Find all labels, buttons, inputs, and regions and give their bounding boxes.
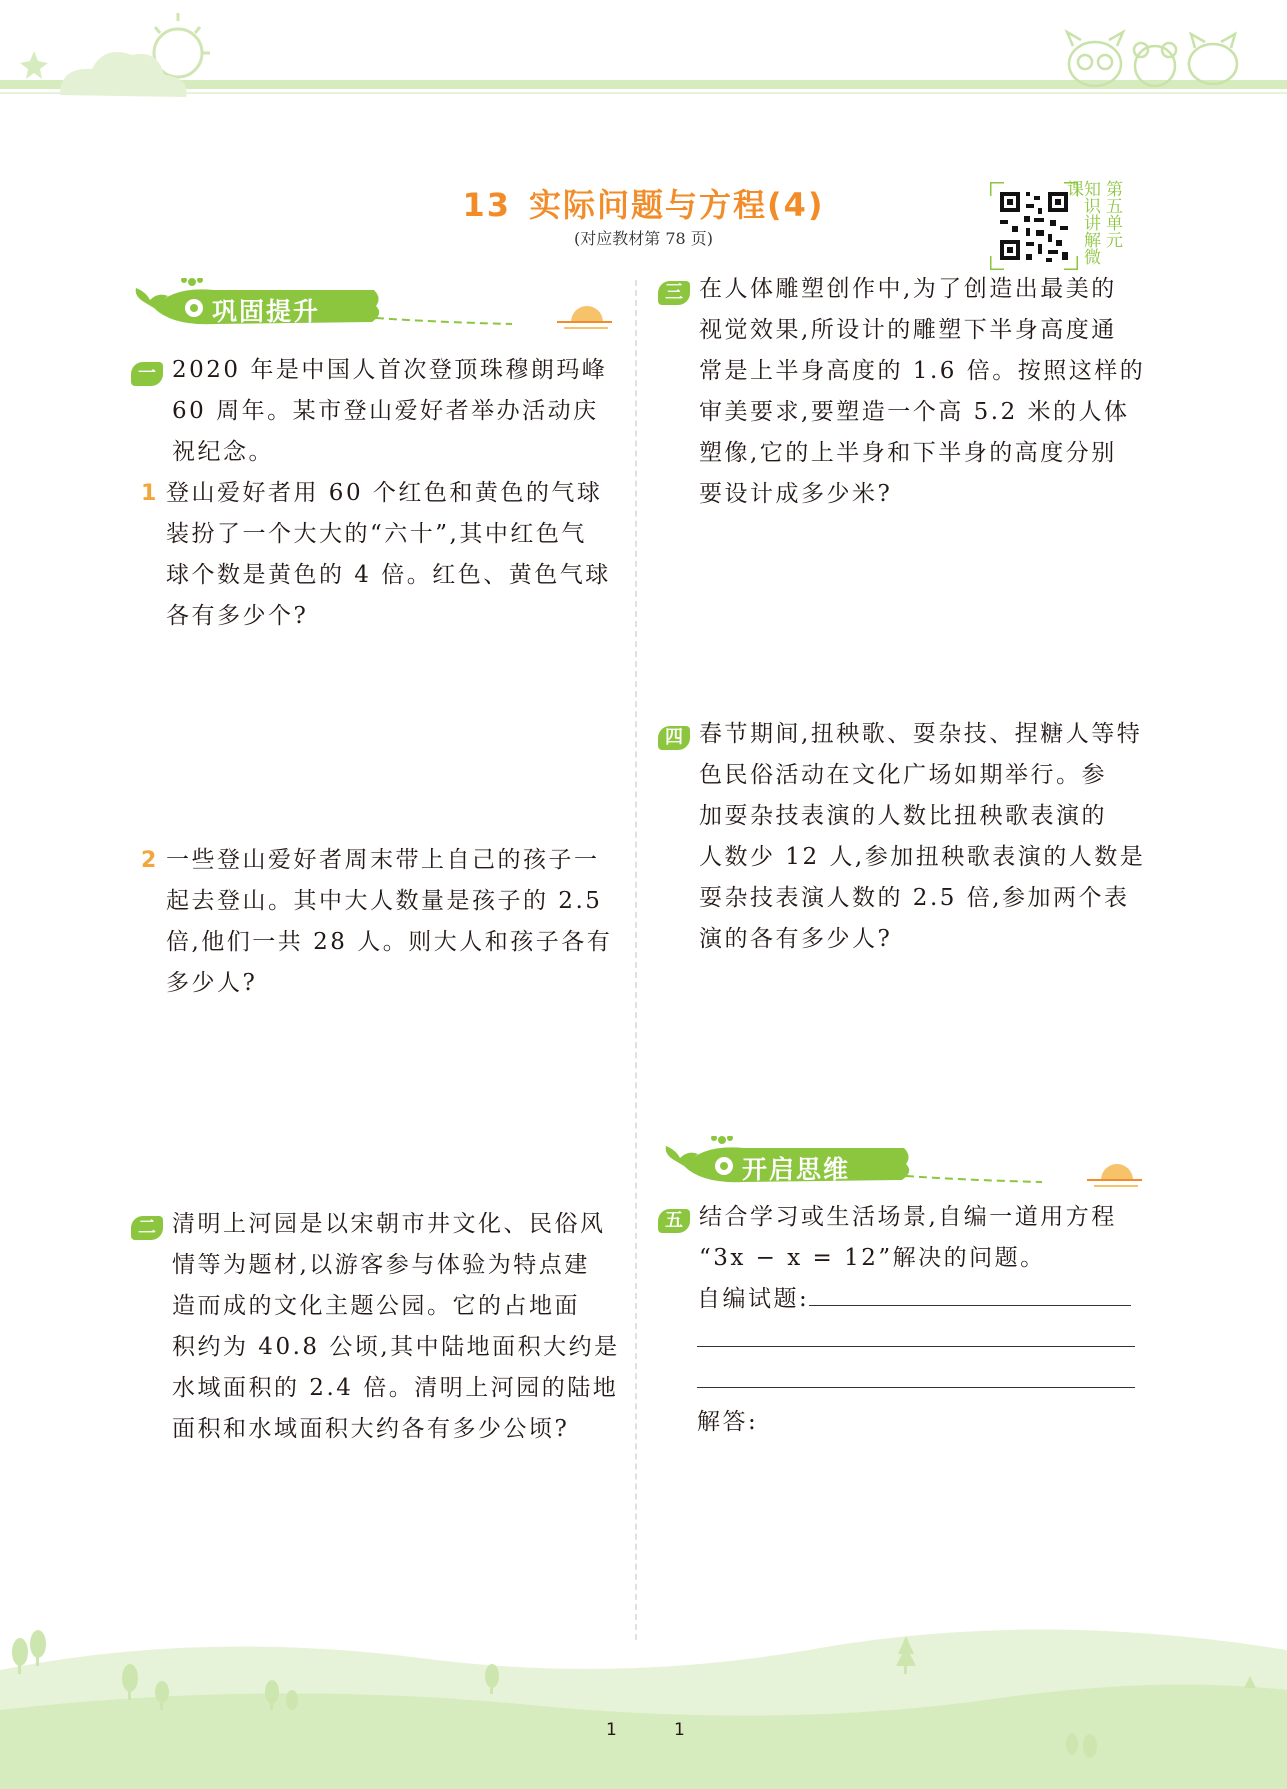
problem-line: 色民俗活动在文化广场如期举行。参 xyxy=(699,762,1107,788)
page-number-left: 1 xyxy=(606,1720,617,1740)
answer-blank-2[interactable] xyxy=(697,1346,1135,1347)
problem-line: 多少人? xyxy=(166,970,258,996)
problem-line: 耍杂技表演人数的 2.5 倍,参加两个表 xyxy=(699,885,1130,911)
problem-marker-1: 一 xyxy=(131,362,163,386)
problem-marker-2: 二 xyxy=(131,1216,163,1240)
problem-3-text xyxy=(699,269,1145,515)
problem-marker-3: 三 xyxy=(658,281,690,305)
qr-caption-micro-lesson: 知识讲解微课 xyxy=(1063,180,1100,265)
problem-4-text xyxy=(699,714,1145,960)
problem-line: 祝纪念。 xyxy=(172,439,274,465)
section-consolidate-title: 巩固提升 xyxy=(212,297,321,326)
subproblem-number-1: 1 xyxy=(141,481,157,506)
subproblem-1-text xyxy=(166,473,611,637)
answer-blank-3[interactable] xyxy=(697,1387,1135,1388)
problem-line: 塑像,它的上半身和下半身的高度分别 xyxy=(699,440,1117,466)
landscape-footer xyxy=(0,1580,1287,1789)
problem-line: 加耍杂技表演的人数比扭秧歌表演的 xyxy=(699,803,1107,829)
problem-line: 水域面积的 2.4 倍。清明上河园的陆地 xyxy=(172,1375,619,1401)
section-thinking-title: 开启思维 xyxy=(742,1155,851,1184)
section-thinking xyxy=(662,1140,1142,1184)
problem-2-text xyxy=(172,1204,620,1450)
animal-faces-decoration xyxy=(1055,22,1255,92)
answer-blank-1[interactable] xyxy=(809,1305,1131,1306)
subproblem-2-text xyxy=(166,840,612,1004)
lesson-title: 实际问题与方程(4) xyxy=(529,186,825,224)
qr-caption xyxy=(1063,180,1130,272)
problem-line: 装扮了一个大大的“六十”,其中红色气 xyxy=(166,521,587,547)
whale-icon xyxy=(662,1136,1142,1192)
problem-line: 倍,他们一共 28 人。则大人和孩子各有 xyxy=(166,929,613,955)
problem-line: 造而成的文化主题公园。它的占地面 xyxy=(172,1293,580,1319)
problem-marker-4: 四 xyxy=(658,726,690,750)
sun-cloud-decoration xyxy=(20,5,210,115)
problem-line: 情等为题材,以游客参与体验为特点建 xyxy=(172,1252,590,1278)
subproblem-number-2: 2 xyxy=(141,848,157,873)
problem-line: “3x − x = 12”解决的问题。 xyxy=(699,1245,1046,1271)
problem-line: 演的各有多少人? xyxy=(699,926,893,952)
self-made-label: 自编试题: xyxy=(697,1286,810,1312)
textbook-reference: (对应教材第 78 页) xyxy=(573,229,714,248)
problem-1-text xyxy=(172,350,607,473)
problem-line: 2020 年是中国人首次登顶珠穆朗玛峰 xyxy=(172,357,608,383)
problem-line: 常是上半身高度的 1.6 倍。按照这样的 xyxy=(699,358,1146,384)
problem-line: 要设计成多少米? xyxy=(699,481,893,507)
problem-line: 球个数是黄色的 4 倍。红色、黄色气球 xyxy=(166,562,611,588)
problem-line: 在人体雕塑创作中,为了创造出最美的 xyxy=(699,276,1117,302)
problem-line: 视觉效果,所设计的雕塑下半身高度通 xyxy=(699,317,1117,343)
problem-line: 60 周年。某市登山爱好者举办活动庆 xyxy=(172,398,599,424)
problem-marker-5: 五 xyxy=(658,1209,690,1233)
column-divider xyxy=(635,280,637,1640)
lesson-number: 13 xyxy=(462,186,511,224)
problem-line: 春节期间,扭秧歌、耍杂技、捏糖人等特 xyxy=(699,721,1143,747)
whale-icon xyxy=(132,278,612,334)
problem-line: 积约为 40.8 公顷,其中陆地面积大约是 xyxy=(172,1334,620,1360)
qr-caption-unit: 第五单元 xyxy=(1102,180,1122,248)
problem-line: 人数少 12 人,参加扭秧歌表演的人数是 xyxy=(699,844,1146,870)
page-number-right: 1 xyxy=(674,1720,685,1740)
section-consolidate xyxy=(132,282,612,326)
problem-line: 起去登山。其中大人数量是孩子的 2.5 xyxy=(166,888,603,914)
problem-line: 登山爱好者用 60 个红色和黄色的气球 xyxy=(166,480,603,506)
problem-line: 清明上河园是以宋朝市井文化、民俗风 xyxy=(172,1211,606,1237)
problem-5-text xyxy=(699,1197,1117,1279)
problem-line: 审美要求,要塑造一个高 5.2 米的人体 xyxy=(699,399,1130,425)
answer-label: 解答: xyxy=(697,1409,759,1435)
problem-line: 面积和水域面积大约各有多少公顷? xyxy=(172,1416,570,1442)
problem-line: 各有多少个? xyxy=(166,603,309,629)
self-made-question xyxy=(697,1279,1142,1443)
problem-line: 一些登山爱好者周末带上自己的孩子一 xyxy=(166,847,600,873)
problem-line: 结合学习或生活场景,自编一道用方程 xyxy=(699,1204,1117,1230)
